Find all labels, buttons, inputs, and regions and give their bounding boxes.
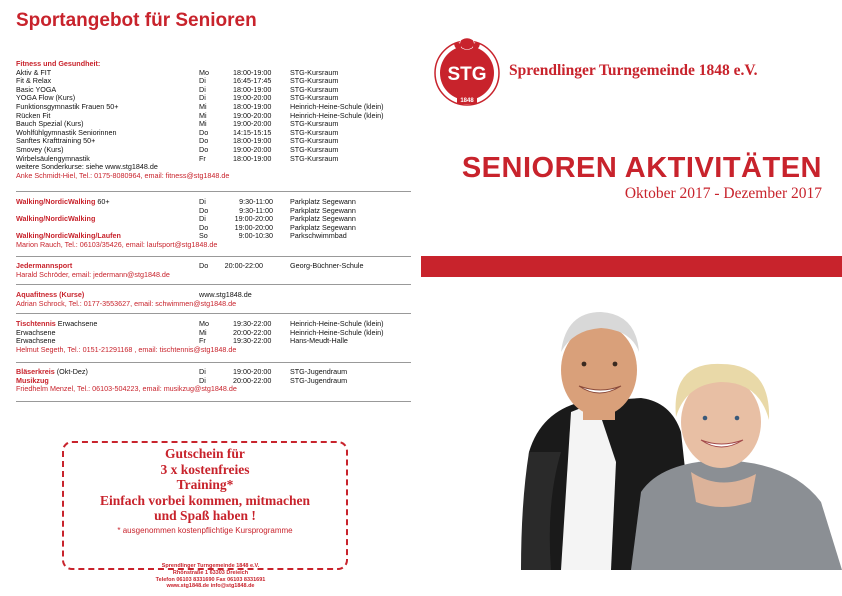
tischtennis-contact: Helmut Segeth, Tel.: 0151-21291168 , email: tischtennis@stg1848.de	[16, 344, 237, 354]
aqua-section	[16, 291, 411, 308]
date-range: Oktober 2017 - Dezember 2017	[624, 185, 822, 202]
org-name: Sprendlinger Turngemeinde 1848 e.V.	[509, 62, 758, 79]
table-row: Erwachsene Mi 20:00-22:00 Heinrich-Heine-Schule (klein)	[16, 327, 384, 337]
blaeserkreis-heading: Bläserkreis	[16, 367, 55, 376]
jedermann-contact: Harald Schröder, email: jedermann@stg1848.de	[16, 269, 170, 279]
table-row: Fit & Relax Di 16:45-17:45 STG-Kursraum	[16, 76, 339, 86]
fitness-section	[16, 60, 411, 180]
divider	[16, 191, 411, 192]
fitness-extra: weitere Sonderkurse: siehe www.stg1848.de	[16, 162, 158, 172]
logo-text: STG	[447, 64, 487, 85]
senior-couple-photo	[521, 302, 842, 570]
logo-year: 1848	[460, 98, 474, 104]
headline: SENIOREN AKTIVITÄTEN	[461, 152, 822, 184]
table-row: Smovey (Kurs) Do 19:00-20:00 STG-Kursraum	[16, 144, 339, 154]
voucher-line: Einfach vorbei kommen, mitmachen	[100, 492, 310, 508]
walking-heading-evening: Walking/NordicWalking	[16, 214, 96, 224]
voucher-line: Training*	[176, 477, 234, 492]
musik-section: Bläserkreis (Okt-Dez) Di 19:00-20:00 STG-Jugendraum Musikzug Di 20:00-22:00 STG-Jugendraum Friedhelm Menzel, Tel.: 06103-504223, email: musikzug@stg1848.de	[16, 367, 348, 394]
page-title: Sportangebot für Senioren	[16, 10, 257, 31]
aqua-web: www.stg1848.de	[199, 290, 252, 299]
jedermann-heading: Jedermannsport	[16, 261, 73, 270]
table-row: Rücken Fit Mi 19:00-20:00 Heinrich-Heine-Schule (klein)	[16, 110, 384, 120]
stg-logo	[432, 36, 502, 106]
table-row: Funktionsgymnastik Frauen 50+ Mi 18:00-19:00 Heinrich-Heine-Schule (klein)	[16, 101, 384, 111]
table-row: Wohlfühlgymnastik Seniorinnen Do 14:15-15:15 STG-Kursraum	[16, 127, 339, 137]
musik-contact: Friedhelm Menzel, Tel.: 06103-504223, email: musikzug@stg1848.de	[16, 384, 237, 394]
aqua-contact: Adrian Schrock, Tel.: 0177-3553627, email: schwimmen@stg1848.de	[16, 298, 237, 308]
voucher-note: * ausgenommen kostenpflichtige Kursprogramme	[117, 525, 293, 535]
walking-heading-laufen: Walking/NordicWalking/Laufen	[16, 231, 121, 241]
table-row: Basic YOGA Di 18:00-19:00 STG-Kursraum	[16, 84, 339, 94]
walking-heading: Walking/NordicWalking	[16, 197, 96, 206]
divider	[16, 313, 411, 314]
divider	[16, 401, 411, 402]
table-row: Erwachsene Fr 19:30-22:00 Hans-Meudt-Halle	[16, 336, 348, 346]
table-row: Do 19:00-20:00 Parkplatz Segewann	[199, 222, 356, 232]
fitness-heading: Fitness und Gesundheit:	[16, 59, 101, 68]
table-row: Sanftes Krafttraining 50+ Do 18:00-19:00 STG-Kursraum	[16, 136, 339, 146]
walking-contact: Marion Rauch, Tel.: 06103/35426, email: laufsport@stg1848.de	[16, 239, 218, 249]
tischtennis-section: Tischtennis Erwachsene Mo 19:30-22:00 Heinrich-Heine-Schule (klein) Erwachsene Mi 20:00-22:00 Heinrich-Heine-Schule (klein) Erwachsene Fr 19:30-22:00 Hans-Meudt-Halle Helmut Segeth, Tel.: 0151-21291168 , email: tischtennis@stg1848.de	[16, 320, 411, 354]
divider	[16, 256, 411, 257]
jedermann-section: Jedermannsport Do 20:00-22:00 Georg-Büchner-Schule Harald Schröder, email: jedermann@stg1848.de	[16, 261, 364, 279]
tischtennis-heading: Tischtennis	[16, 319, 56, 328]
voucher-line: und Spaß haben !	[154, 508, 256, 523]
voucher-line: 3 x kostenfreies	[160, 461, 250, 477]
fitness-contact: Anke Schmidt-Hiel, Tel.: 0175-8080964, email: fitness@stg1848.de	[16, 170, 230, 180]
divider	[16, 284, 411, 285]
voucher-line: Gutschein für	[165, 446, 245, 461]
table-row: YOGA Flow (Kurs) Di 19:00-20:00 STG-Kursraum	[16, 93, 339, 103]
footer-line: www.stg1848.de info@stg1848.de	[166, 583, 255, 590]
musikzug-heading: Musikzug	[16, 375, 49, 385]
table-row: Do 9:30-11:00 Parkplatz Segewann	[199, 205, 356, 215]
footer-line: Sprendlinger Turngemeinde 1848 e.V.	[161, 563, 260, 569]
table-row: Aktiv & FIT Mo 18:00-19:00 STG-Kursraum	[16, 67, 339, 77]
footer-line: Rhönstraße 1 63303 Dreieich	[172, 569, 249, 576]
divider	[16, 362, 411, 363]
right-panel	[421, 0, 842, 596]
table-row: Bauch Spezial (Kurs) Mi 19:00-20:00 STG-Kursraum	[16, 119, 339, 129]
table-row: Wirbelsäulengymnastik Fr 18:00-19:00 STG-Kursraum	[16, 153, 339, 163]
footer-address	[0, 563, 421, 590]
aqua-heading: Aquafitness (Kurse)	[16, 290, 85, 299]
voucher-box	[62, 441, 348, 570]
footer-line: Telefon 06103 8331690 Fax 06103 8331691	[155, 576, 266, 583]
walking-section: Walking/NordicWalking 60+ Di 9:30-11:00 Parkplatz Segewann Do 9:30-11:00 Parkplatz Segewann Walking/NordicWalking Di 19:00-20:00 Parkplatz Segewann Do 19:00-20:00 Parkplatz Segewann Walking/NordicWalking/Laufen So 9:00-10:30 Parkschwimmbad Marion Rauch, Tel.: 06103/35426, email: laufsport@stg1848.de	[16, 198, 411, 250]
red-band	[421, 256, 842, 277]
